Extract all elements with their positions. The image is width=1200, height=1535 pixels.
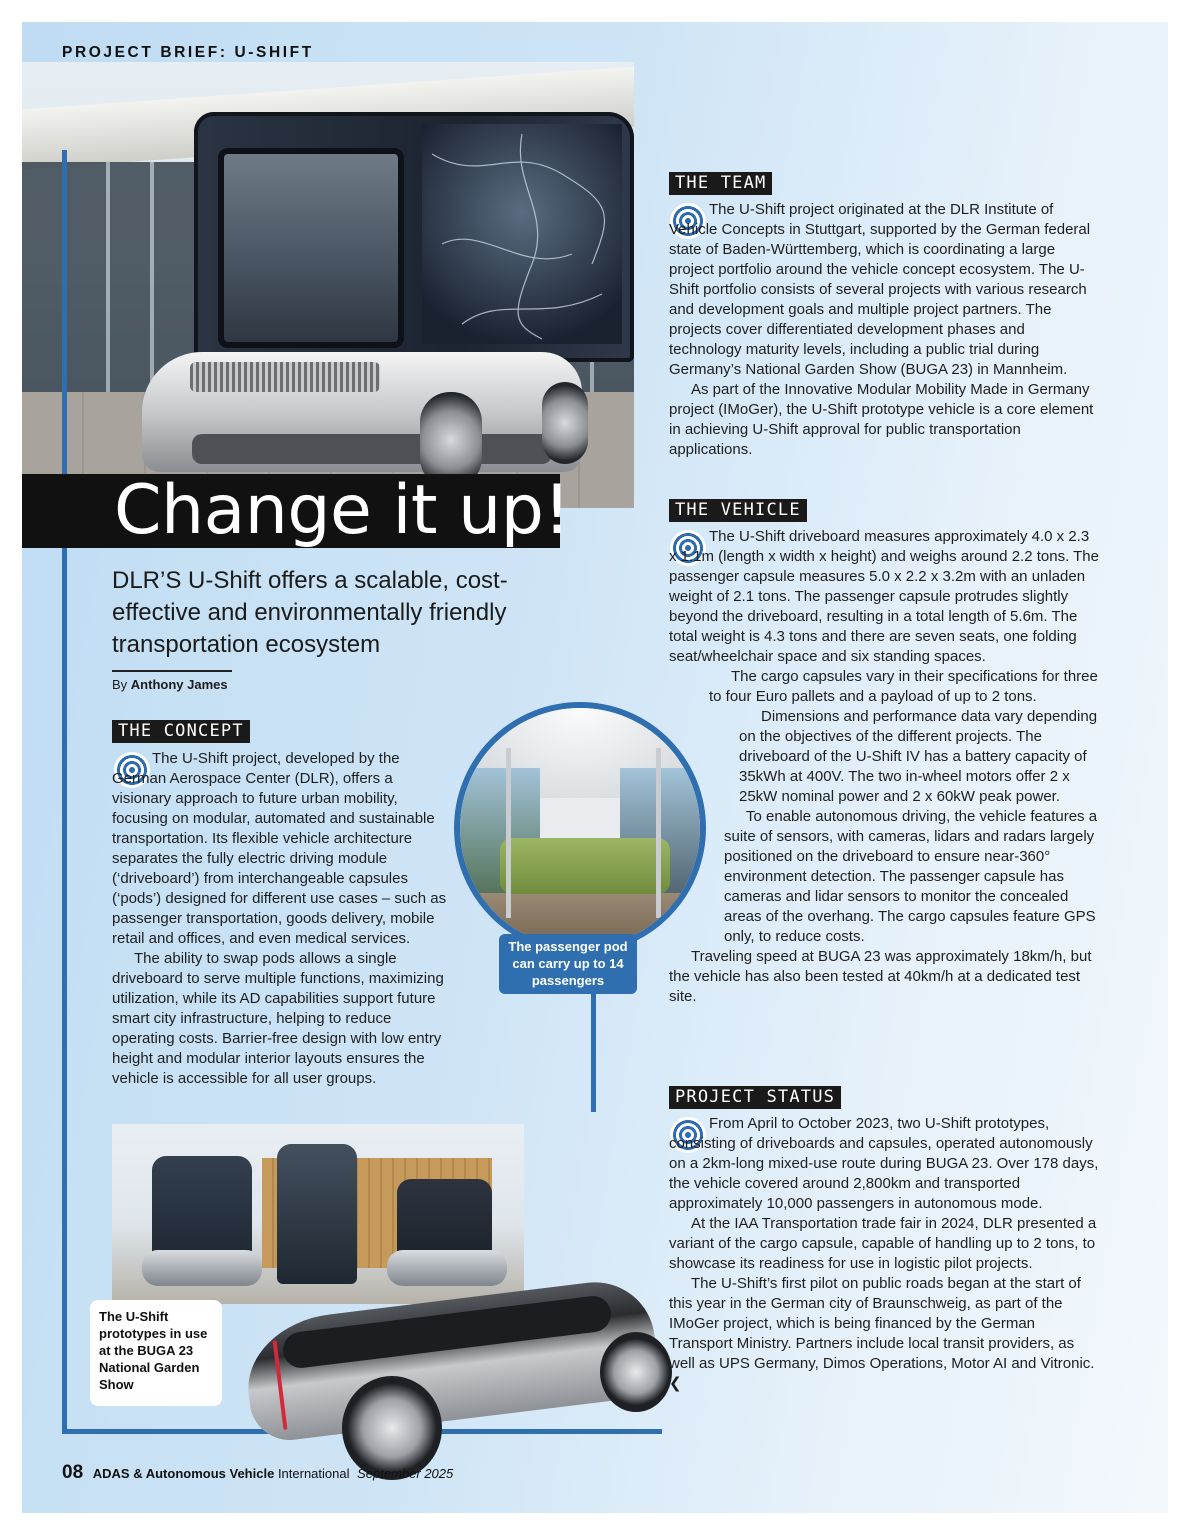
- concept-heading: THE CONCEPT: [112, 720, 250, 743]
- page-footer: [62, 1462, 453, 1484]
- vehicle-paragraph-2: The cargo capsules vary in their specifications for three to four Euro pallets and a payload of up to 2 tons.: [709, 668, 1098, 705]
- frame-line-connector: [591, 992, 596, 1112]
- headline: Change it up!: [114, 471, 571, 550]
- vehicle-paragraph-5: Traveling speed at BUGA 23 was approximately 18km/h, but the vehicle has also been tested at 40km/h at a dedicated test site.: [669, 948, 1092, 1005]
- end-mark-icon: ❮: [669, 1375, 682, 1392]
- vehicle-paragraph-4: To enable autonomous driving, the vehicle features a suite of sensors, with cameras, lidars and radars largely positioned on the driveboard to ensure near-360° environment detection. The passenger capsule has cameras and lidar sensors to monitor the concealed areas of the overhang. The cargo capsules feature GPS only, to reduce costs.: [724, 808, 1098, 945]
- magazine-name-rest: International: [277, 1466, 350, 1481]
- byline-prefix: By: [112, 677, 128, 692]
- team-body: [669, 200, 1099, 460]
- driveboard-photo: [242, 1270, 662, 1480]
- issue-date: September 2025: [357, 1466, 454, 1481]
- vehicle-heading: THE VEHICLE: [669, 499, 807, 522]
- concept-body: [112, 749, 452, 1089]
- status-paragraph-2: At the IAA Transportation trade fair in 2024, DLR presented a variant of the cargo capsule, capable of handling up to 2 tons, to showcase its readiness for use in logistic pilot projects.: [669, 1215, 1097, 1272]
- kicker: PROJECT BRIEF: U-SHIFT: [62, 44, 314, 61]
- status-body: [669, 1114, 1099, 1394]
- status-paragraph-3: The U-Shift’s first pilot on public roads began at the start of this year in the German city of Braunschweig, as part of the IMoGer project, which is being financed by the German Transport Ministry. Partners include local transit providers, as well as UPS Germany, Dimos Operations, Motor AI and Vitronic. ❮: [669, 1275, 1095, 1392]
- concept-paragraph-1: The U-Shift project, developed by the German Aerospace Center (DLR), offers a visionary approach to future urban mobility, focusing on modular, automated and sustainable transportation. Its flexible vehicle architecture separates the fully electric driving module (‘driveboard’) from interchangeable capsules (‘pods’) designed for different use cases – such as passenger transportation, goods delivery, mobile retail and offices, and even medical services.: [112, 750, 447, 947]
- vehicle-body: [669, 527, 1099, 1007]
- concept-paragraph-2: The ability to swap pods allows a single driveboard to serve multiple functions, maximizing utilization, while its AD capabilities support future smart city infrastructure, helping to reduce operating costs. Barrier-free design with low entry height and modular interior layouts ensures the vehicle is accessible for all user groups.: [112, 950, 444, 1087]
- pod-caption: The passenger pod can carry up to 14 passengers: [499, 934, 637, 994]
- hero-photo-u-shift-vehicle: [22, 62, 634, 508]
- frame-line-vertical: [62, 150, 67, 1434]
- vehicle-paragraph-3: Dimensions and performance data vary depending on the objectives of the different projects. The driveboard of the U-Shift IV has a battery capacity of 35kWh at 400V. The two in-wheel motors offer 2 x 25kW nominal power and 2 x 60kW peak power.: [739, 708, 1098, 805]
- magazine-name: ADAS & Autonomous Vehicle: [92, 1466, 275, 1481]
- team-paragraph-2: As part of the Innovative Modular Mobility Made in Germany project (IMoGer), the U-Shift prototype vehicle is a core element in achieving U-Shift approval for public transportation applications.: [669, 381, 1094, 458]
- page-number: 08: [62, 1462, 84, 1483]
- status-paragraph-1: From April to October 2023, two U-Shift prototypes, consisting of driveboards and capsules, operated autonomously on a 2km-long mixed-use route during BUGA 23. Over 178 days, the vehicle covered around 2,800km and transported approximately 10,000 passengers in autonomous mode.: [669, 1115, 1099, 1212]
- magazine-page: [22, 22, 1168, 1513]
- standfirst: DLR’S U-Shift offers a scalable, cost-effective and environmentally friendly transportation ecosystem: [112, 567, 508, 658]
- byline-author: Anthony James: [130, 677, 228, 692]
- vehicle-paragraph-1: The U-Shift driveboard measures approximately 4.0 x 2.3 x 1.1m (length x width x height) and weighs around 2.2 tons. The passenger capsule measures 5.0 x 2.2 x 3.2m with an unladen weight of 2.1 tons. The passenger capsule protrudes slightly beyond the driveboard, resulting in a total length of 5.6m. The total weight is 4.3 tons and there are seven seats, one folding seat/wheelchair space and six standing spaces.: [669, 528, 1099, 665]
- team-heading: THE TEAM: [669, 172, 772, 195]
- byline: [112, 677, 228, 692]
- team-paragraph-1: The U-Shift project originated at the DLR Institute of Vehicle Concepts in Stuttgart, supported by the German federal state of Baden-Württemberg, which is coordinating a large project portfolio around the vehicle concept ecosystem. The U-Shift portfolio consists of several projects with various research and development goals and multiple project partners. The projects cover differentiated development phases and technology maturity levels, including a public trial during Germany’s National Garden Show (BUGA 23) in Mannheim.: [669, 201, 1091, 378]
- prototypes-caption: The U-Shift prototypes in use at the BUGA 23 National Garden Show: [90, 1300, 222, 1406]
- byline-rule: [112, 670, 232, 672]
- status-heading: PROJECT STATUS: [669, 1086, 841, 1109]
